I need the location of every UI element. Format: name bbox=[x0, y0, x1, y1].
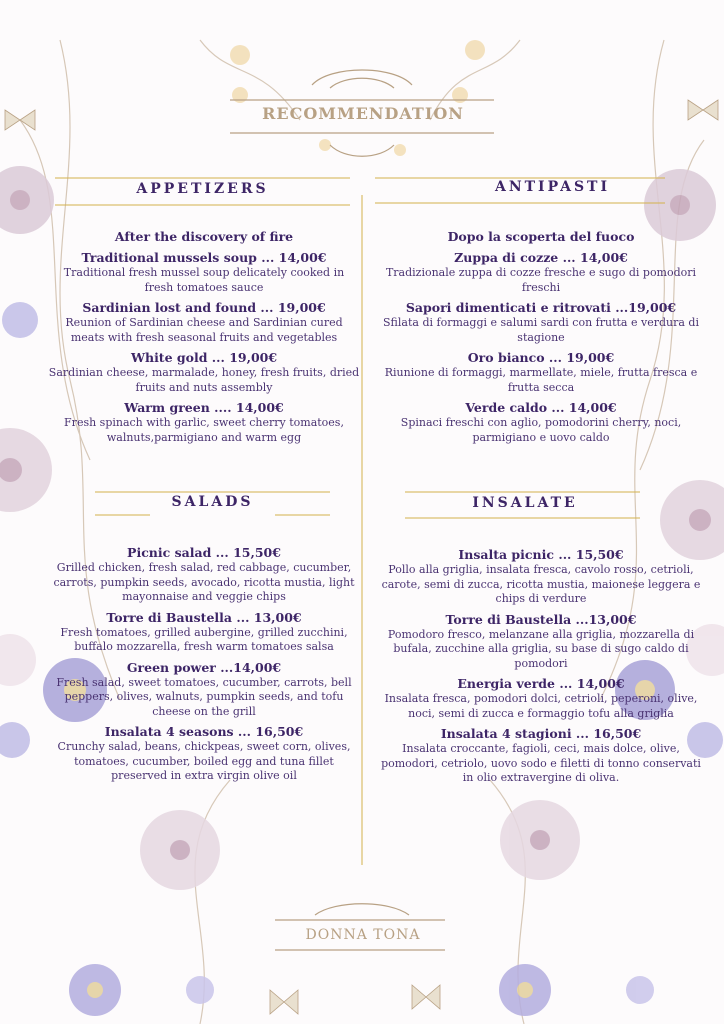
menu-item-description: Sfilata di formaggi e salumi sardi con frutta e verdura di stagione bbox=[383, 316, 699, 344]
menu-item-name: Insalata 4 seasons ... 16,50€ bbox=[104, 724, 304, 739]
butterfly-icon bbox=[5, 110, 35, 130]
appetizers-section bbox=[48, 229, 360, 449]
menu-item-description: Grilled chicken, fresh salad, red cabbage, cucumber, carrots, pumpkin seeds, avocado, ricotta mustia, light mayonnaise and veggie chips bbox=[53, 561, 355, 603]
menu-item-name: Picnic salad ... 15,50€ bbox=[127, 545, 281, 560]
menu-item-description: Reunion of Sardinian cheese and Sardinian cured meats with fresh seasonal fruits and vegetables bbox=[65, 316, 343, 344]
menu-item bbox=[378, 249, 704, 295]
antipasti-subtitle: Dopo la scoperta del fuoco bbox=[447, 229, 635, 244]
menu-item-name: Green power ...14,00€ bbox=[126, 659, 282, 675]
menu-item bbox=[48, 609, 360, 655]
menu-item-description: Pomodoro fresco, melanzane alla griglia, mozzarella di bufala, zucchine alla griglia, su base di sugo caldo di pomodori bbox=[387, 627, 695, 670]
menu-item bbox=[378, 675, 704, 721]
menu-item-description: Sardinian cheese, marmalade, honey, fresh fruits, dried fruits and nuts assembly bbox=[48, 366, 360, 394]
menu-item bbox=[378, 725, 704, 786]
menu-item-description: Fresh spinach with garlic, sweet cherry tomatoes, walnuts,parmigiano and warm egg bbox=[64, 416, 344, 444]
menu-item-description: Riunione di formaggi, marmellate, miele, frutta fresca e frutta secca bbox=[384, 366, 698, 394]
menu-item bbox=[378, 546, 704, 607]
menu-item bbox=[378, 611, 704, 672]
menu-item-name: Torre di Baustella ... 13,00€ bbox=[106, 609, 302, 625]
menu-item-description: Insalata fresca, pomodori dolci, cetrioli, peperoni, olive, noci, semi di zucca e formaggio tofu alla griglia bbox=[384, 692, 698, 720]
butterfly-icon bbox=[688, 100, 718, 120]
appetizers-subtitle: After the discovery of fire bbox=[114, 229, 294, 244]
menu-item-name: Insalta picnic ... 15,50€ bbox=[458, 547, 624, 562]
menu-item-description: Tradizionale zuppa di cozze fresche e sugo di pomodori freschi bbox=[385, 266, 697, 294]
menu-item-name: Sardinian lost and found ... 19,00€ bbox=[82, 300, 326, 315]
menu-item bbox=[48, 349, 360, 395]
menu-item bbox=[48, 659, 360, 720]
menu-item-name: Insalata 4 stagioni ... 16,50€ bbox=[440, 726, 642, 741]
salads-heading: SALADS bbox=[150, 494, 275, 516]
salads-section bbox=[48, 544, 360, 788]
menu-item-description: Spinaci freschi con aglio, pomodorini cherry, noci, parmigiano e uovo caldo bbox=[400, 416, 682, 444]
menu-item-name: Sapori dimenticati e ritrovati ...19,00€ bbox=[405, 300, 677, 315]
menu-item bbox=[48, 399, 360, 445]
menu-item-name: Energia verde ... 14,00€ bbox=[457, 676, 625, 691]
menu-item-name: Torre di Baustella ...13,00€ bbox=[445, 611, 637, 627]
insalate-heading: INSALATE bbox=[460, 495, 590, 517]
menu-item-name: Warm green .... 14,00€ bbox=[124, 400, 284, 415]
appetizers-heading: APPETIZERS bbox=[115, 181, 290, 203]
menu-item bbox=[378, 399, 704, 445]
antipasti-heading: ANTIPASTI bbox=[470, 179, 635, 201]
menu-item bbox=[48, 249, 360, 295]
butterfly-icon bbox=[412, 985, 440, 1009]
butterfly-icon bbox=[270, 990, 298, 1014]
menu-item-name: Traditional mussels soup ... 14,00€ bbox=[81, 250, 327, 265]
menu-item-description: Fresh tomatoes, grilled aubergine, grilled zucchini, buffalo mozzarella, fresh warm tomatoes salsa bbox=[60, 625, 348, 653]
menu-item-name: Oro bianco ... 19,00€ bbox=[467, 350, 615, 365]
menu-item bbox=[48, 723, 360, 784]
menu-item-description: Pollo alla griglia, insalata fresca, cavolo rosso, cetrioli, carote, semi di zucca, ricotta mustia, maionese leggera e chips di verdure bbox=[381, 563, 701, 605]
antipasti-section bbox=[378, 229, 704, 449]
menu-item bbox=[48, 544, 360, 605]
page-title: RECOMMENDATION bbox=[262, 104, 464, 123]
menu-item-name: Zuppa di cozze ... 14,00€ bbox=[454, 250, 628, 265]
menu-item bbox=[378, 349, 704, 395]
menu-item bbox=[48, 299, 360, 345]
menu-item-name: Verde caldo ... 14,00€ bbox=[465, 400, 617, 415]
footer-brand: DONNA TONA bbox=[305, 927, 421, 943]
menu-item-description: Fresh salad, sweet tomatoes, cucumber, carrots, bell peppers, olives, walnuts, pumpkin seeds, and tofu cheese on the grill bbox=[56, 675, 352, 718]
menu-item bbox=[378, 299, 704, 345]
insalate-section bbox=[378, 546, 704, 790]
menu-item-description: Traditional fresh mussel soup delicately cooked in fresh tomatoes sauce bbox=[63, 266, 345, 294]
menu-item-description: Crunchy salad, beans, chickpeas, sweet corn, olives, tomatoes, cucumber, boiled egg and tuna fillet preserved in extra virgin olive oil bbox=[57, 740, 351, 782]
menu-item-name: White gold ... 19,00€ bbox=[130, 350, 278, 365]
menu-item-description: Insalata croccante, fagioli, ceci, mais dolce, olive, pomodori, cetriolo, uovo sodo e filetti di tonno conservati in olio extravergine di oliva. bbox=[381, 742, 701, 784]
